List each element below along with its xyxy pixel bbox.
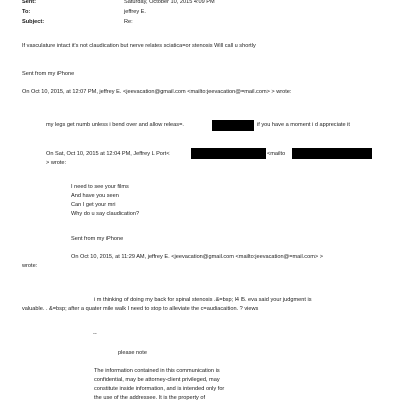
- signature-iphone: Sent from my iPhone: [22, 71, 75, 77]
- redaction-bar: [292, 148, 372, 159]
- quote-header-3: On Oct 10, 2015, at 11:29 AM, jeffrey E. <jeevacation@gmail.com <mailto:jeevacation@=mail.com> >: [71, 254, 323, 260]
- quoted-text-continued: if you have a moment i d appreciate it: [257, 122, 350, 128]
- quoted-message-continued: valuable. . &=bsp; after a quater mile walk I need to stop to alleviate the c=audiacaition. ? views: [22, 306, 259, 312]
- quote-header-3-wrote: wrote:: [22, 263, 38, 269]
- redaction-bar: [212, 120, 254, 131]
- signature-iphone-2: Sent from my iPhone: [71, 236, 124, 242]
- to-label: To:: [22, 9, 31, 15]
- subject-label: Subject:: [22, 19, 45, 25]
- quoted-line: Why do u say claudication?: [71, 211, 140, 217]
- sent-value: Saturday, October 10, 2015 4:09 PM: [124, 0, 215, 5]
- quoted-line: Can I get your mri: [71, 202, 116, 208]
- quote-header: On Oct 10, 2015, at 12:07 PM, jeffrey E. <jeevacation@gmail.com <mailto:jeevacation@=mail.com> > wrote:: [22, 89, 292, 95]
- reply-text: If vasculature intact it's not claudication but nerve relates sciatica=or stenosis Will call u shortly: [22, 43, 256, 49]
- quote-header-2: On Sat, Oct 10, 2015 at 12:04 PM, Jeffrey L Port<: [46, 151, 170, 157]
- sent-label: Sent:: [22, 0, 36, 5]
- quote-header-2-wrote: > wrote:: [46, 160, 67, 166]
- separator: --: [93, 331, 97, 337]
- to-value: jeffrey E.: [124, 9, 146, 15]
- disclaimer-line: constitute inside information, and is intended only for: [94, 386, 225, 392]
- quote-header-2-mailto: <mailto: [267, 151, 286, 157]
- quoted-line: I need to see your films: [71, 184, 129, 190]
- subject-value: Re:: [124, 19, 133, 25]
- quoted-line: And have you seen: [71, 193, 119, 199]
- disclaimer-heading: please note: [118, 350, 147, 356]
- redaction-bar: [191, 148, 266, 159]
- quoted-message: i m thinking of doing my back for spinal stenosis .&=bsp; l4 l5. eva said your judgment is: [94, 297, 312, 303]
- disclaimer-line: confidential, may be attorney-client privileged, may: [94, 377, 220, 383]
- disclaimer-line: the use of the addressee. It is the property of: [94, 395, 206, 401]
- disclaimer-line: The information contained in this communication is: [94, 368, 220, 374]
- quoted-text: my legs get numb unless i bend over and allow releas=.: [46, 122, 184, 128]
